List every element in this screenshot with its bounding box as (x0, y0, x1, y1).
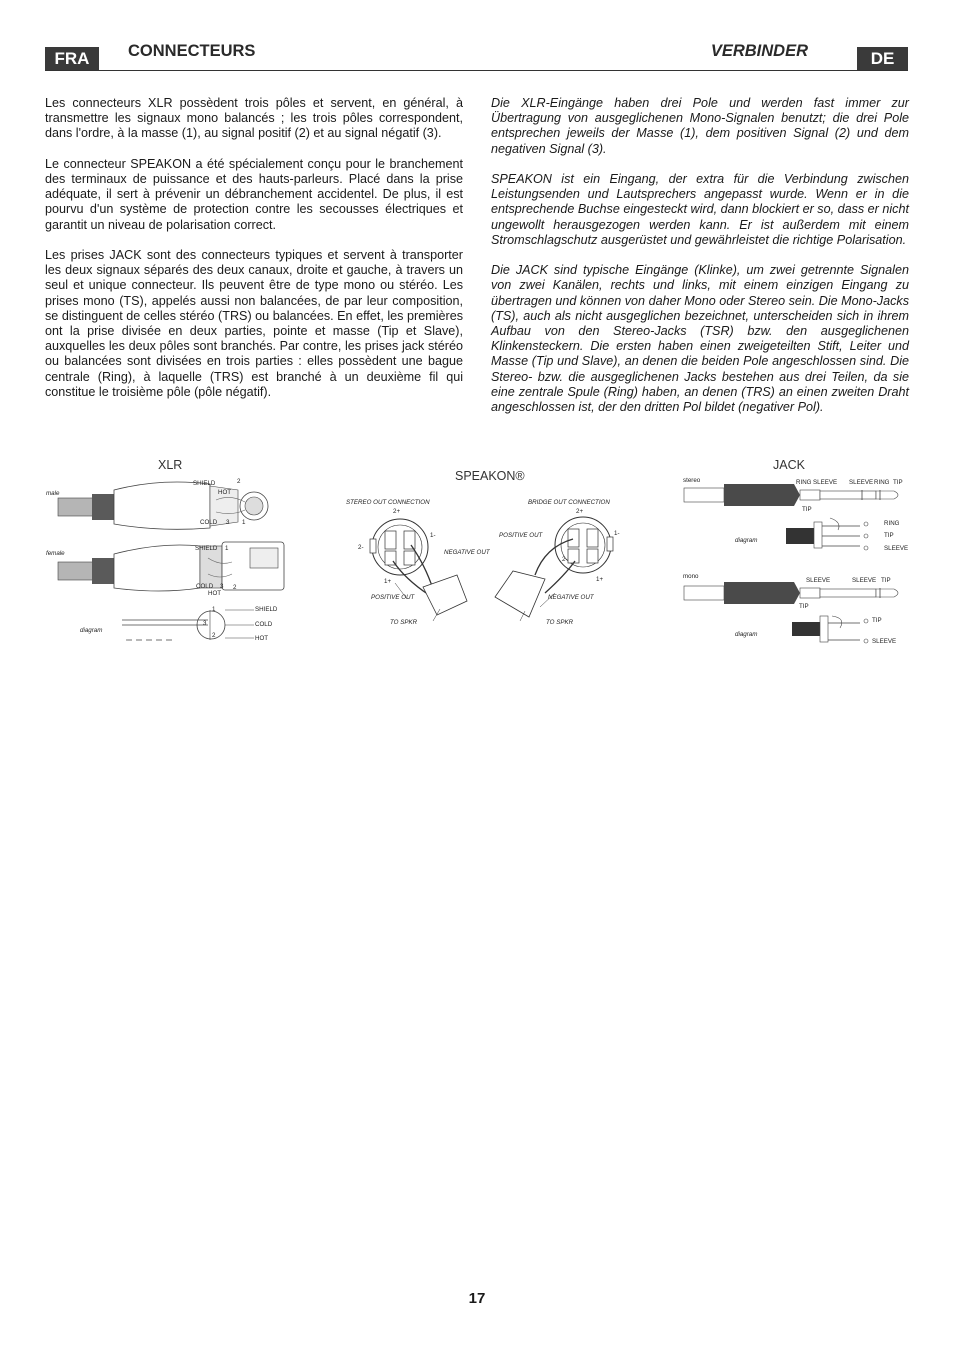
page-number: 17 (468, 1290, 486, 1307)
xlr-male-label: male (46, 490, 60, 497)
xlr-female-hot-label: HOT (208, 590, 222, 597)
xlr-diagram-hot: HOT (255, 635, 269, 642)
jack-stereo-diagram-sleeve: SLEEVE (884, 545, 909, 552)
speakon-bridge-2plus: 2+ (576, 508, 584, 515)
jack-stereo-diagram-tip: TIP (884, 532, 894, 539)
xlr-diagram-label: diagram (80, 627, 103, 634)
xlr-female-shield-label: SHIELD (195, 545, 218, 552)
speakon-bridge-to-spkr: TO SPKR (546, 619, 574, 626)
xlr-male-cold-label: COLD (200, 519, 218, 526)
jack-stereo-diagram (786, 518, 868, 550)
xlr-male-plug (58, 482, 268, 529)
speakon-bridge-positive-out: POSITIVE OUT (499, 532, 543, 539)
jack-mono-diagram-label: diagram (735, 631, 758, 638)
german-column (491, 96, 909, 430)
jack-mono-tip-label-2: TIP (799, 603, 809, 610)
jack-mono-sleeve-label: SLEEVE (806, 577, 831, 584)
xlr-male-pin3-label: 3 (226, 519, 230, 526)
jack-stereo-tip-label: TIP (893, 479, 903, 486)
speakon-stereo-negative-out: NEGATIVE OUT (444, 549, 490, 556)
header-rule (45, 70, 908, 71)
xlr-male-pin1-label: 1 (242, 519, 246, 526)
xlr-female-pin1-label: 1 (225, 545, 229, 552)
jack-figure-title: JACK (773, 458, 805, 472)
section-title-german: VERBINDER (710, 42, 808, 60)
jack-stereo-tip-label-2: TIP (802, 506, 812, 513)
speakon-stereo-1plus: 1+ (384, 578, 392, 585)
xlr-female-pin3-label: 3 (220, 583, 224, 590)
xlr-figure (40, 470, 290, 650)
xlr-figure-title: XLR (158, 458, 183, 472)
speakon-stereo-positive-out: POSITIVE OUT (371, 594, 415, 601)
xlr-female-label: female (46, 550, 65, 557)
jack-mono-label: mono (683, 573, 699, 580)
de-paragraph-speakon: SPEAKON ist ein Eingang, der extra für die Verbindung zwischen Leistungsenden und Lautsprechers angepasst wurde. Wenn er in die entsprechende Buchse eingesteckt wird, dann blockiert er so, dass er nicht ungewollt herausgezogen werden kann. Er ist außerdem mit einem Stromschlagschutz ausgerüstet und gewährleistet die richtige Polarisation. (491, 172, 909, 247)
speakon-stereo-2plus: 2+ (393, 508, 401, 515)
speakon-bridge-negative-out: NEGATIVE OUT (548, 594, 594, 601)
xlr-male-pin2-label: 2 (237, 478, 241, 485)
jack-stereo-sleeve-label-2: SLEEVE (849, 479, 874, 486)
xlr-male-hot-label: HOT (218, 489, 232, 496)
jack-mono-diagram-tip: TIP (872, 617, 882, 624)
jack-mono-diagram-sleeve: SLEEVE (872, 638, 897, 645)
speakon-bridge-out-label: BRIDGE OUT CONNECTION (528, 499, 610, 506)
speakon-figure (345, 505, 645, 630)
jack-stereo-diagram-ring: RING (884, 520, 900, 527)
jack-mono-tip-label: TIP (881, 577, 891, 584)
section-title-french: CONNECTEURS (128, 42, 256, 60)
language-badge-fra: FRA (45, 47, 99, 71)
de-paragraph-jack: Die JACK sind typische Eingänge (Klinke), um zwei getrennte Signalen von zwei Kanälen, rechts und links, mit einem einzigen Eingang zu übertragen und können von daher Mono oder Stereo sein. Die Mono-Jacks (TS), auch als nicht ausgeglichen bezeichnet, unterscheiden sich in ihrem Aufbau von den Stereo-Jacks (TSR) bzw. den ausgeglichenen Klinkensteckern. Die ersten haben einen zweigeteilten Stift, Leiter und Masse (Tip und Slave), an denen die beiden Pole angeschlossen sind. Die Stereo- bzw. die ausgeglichenen Jacks bestehen aus drei Teilen, da sie eine zentrale Spule (Ring) haben, an denen (TRS) an einen zweiten Draht angeschlossen ist, der den dritten Pol bildet (negativer Pol). (491, 263, 909, 415)
fr-paragraph-speakon: Le connecteur SPEAKON a été spécialement conçu pour le branchement des terminaux de puissance et des hauts-parleurs. Placé dans la prise adéquate, il sert à prévenir un débranchement accidentel. De plus, il est pourvu d'un système de protection contre les secousses électriques et garantit un niveau de polarisation correct. (45, 156, 463, 232)
xlr-female-plug (58, 542, 284, 591)
speakon-stereo-connector (370, 519, 467, 621)
jack-mono-diagram (792, 616, 868, 643)
xlr-diagram-pin3: 3 (203, 620, 207, 627)
xlr-female-pin2-label: 2 (233, 584, 237, 591)
xlr-female-cold-label: COLD (196, 583, 214, 590)
xlr-male-shield-label: SHIELD (193, 480, 216, 487)
speakon-stereo-out-label: STEREO OUT CONNECTION (346, 499, 430, 506)
xlr-diagram-pin1: 1 (212, 606, 216, 613)
speakon-bridge-2minus: 2- (562, 556, 568, 563)
jack-stereo-diagram-label: diagram (735, 537, 758, 544)
speakon-stereo-1minus: 1- (430, 532, 436, 539)
jack-mono-plug (684, 582, 898, 604)
jack-mono-sleeve-label-2: SLEEVE (852, 577, 877, 584)
fr-paragraph-jack: Les prises JACK sont des connecteurs typiques et servent à transporter les deux signaux séparés des deux canaux, droite et gauche, à travers un seul et unique connecteur. Ils peuvent être de type mono ou stéréo. Les prises mono (TS), appelés aussi non balancées, de par leur composition, se distinguent de celles stéréo (TRS) ou balancées. En effet, les premières ont la prise divisée en deux parties, pointe et masse (Tip et Slave), auxquelles les deux pôles sont branchés. Par contre, les prises jack stéréo ou balancées sont divisées en trois parties : elles possèdent une bague centrale (Ring), à laquelle (TRS) est branché à un deuxième fil qui constitue le troisième pôle (pôle négatif). (45, 248, 463, 399)
speakon-stereo-2minus: 2- (358, 544, 364, 551)
speakon-bridge-1plus: 1+ (596, 576, 604, 583)
xlr-diagram-shield: SHIELD (255, 606, 278, 613)
xlr-diagram-pin2: 2 (212, 632, 216, 639)
jack-stereo-label: stereo (683, 477, 701, 484)
jack-stereo-ring-label-2: RING (874, 479, 890, 486)
xlr-diagram-cold: COLD (255, 621, 273, 628)
xlr-wiring-diagram (122, 610, 254, 640)
language-badge-de: DE (857, 47, 908, 71)
speakon-bridge-1minus: 1- (614, 530, 620, 537)
de-paragraph-xlr: Die XLR-Eingänge haben drei Pole und werden fast immer zur Übertragung von ausgeglichenen Mono-Signalen benutzt; die drei Pole entsprechen jeweils der Masse (1), dem positiven Signal (2) und dem negativen Signal (3). (491, 96, 909, 156)
speakon-figure-title: SPEAKON® (455, 469, 525, 483)
jack-stereo-plug (684, 484, 898, 506)
jack-stereo-sleeve-label: SLEEVE (813, 479, 838, 486)
french-column (45, 96, 463, 415)
speakon-stereo-to-spkr: TO SPKR (390, 619, 418, 626)
fr-paragraph-xlr: Les connecteurs XLR possèdent trois pôles et servent, en général, à transmettre les signaux mono balancés ; les trois pôles correspondent, dans l'ordre, à la masse (1), au signal positif (2) et au signal négatif (3). (45, 96, 463, 141)
jack-stereo-ring-label: RING (796, 479, 812, 486)
